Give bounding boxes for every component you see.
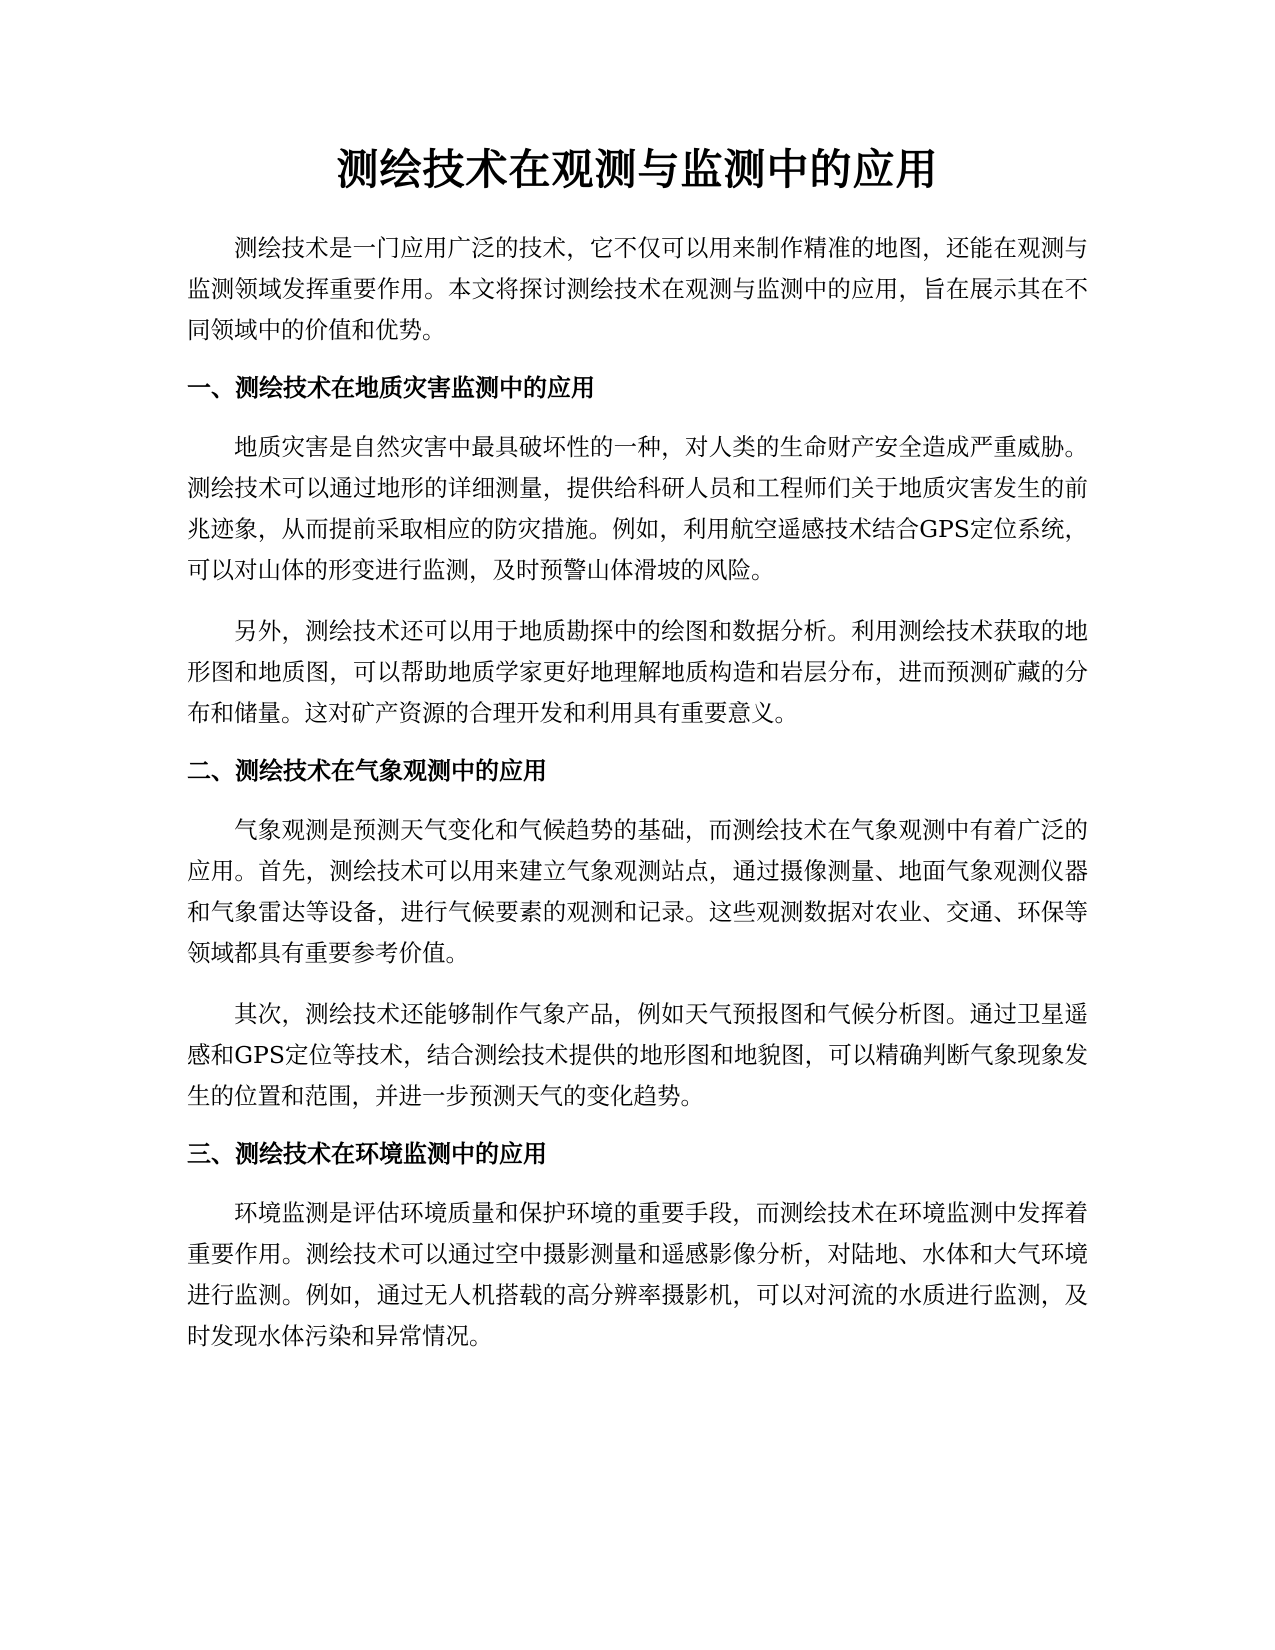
section-heading: 三、测绘技术在环境监测中的应用 [187, 1140, 547, 1168]
section-paragraph: 地质灾害是自然灾害中最具破坏性的一种，对人类的生命财产安全造成严重威胁。测绘技术可以通过地形的详细测量，提供给科研人员和工程师们关于地质灾害发生的前兆迹象，从而提前采取相应的防灾措施。例如，利用航空遥感技术结合GPS定位系统，可以对山体的形变进行监测，及时预警山体滑坡的风险。 [187, 433, 1088, 584]
section-environmental-monitoring [187, 1137, 1088, 1357]
section-geological-hazards [187, 371, 1088, 734]
section-paragraph: 另外，测绘技术还可以用于地质勘探中的绘图和数据分析。利用测绘技术获取的地形图和地质图，可以帮助地质学家更好地理解地质构造和岩层分布，进而预测矿藏的分布和储量。这对矿产资源的合理开发和利用具有重要意义。 [187, 617, 1088, 727]
section-meteorological-observation [187, 754, 1088, 1117]
section-paragraph: 气象观测是预测天气变化和气候趋势的基础，而测绘技术在气象观测中有着广泛的应用。首先，测绘技术可以用来建立气象观测站点，通过摄像测量、地面气象观测仪器和气象雷达等设备，进行气候要素的观测和记录。这些观测数据对农业、交通、环保等领域都具有重要参考价值。 [187, 816, 1088, 967]
document-page [187, 140, 1088, 1377]
intro-paragraph: 测绘技术是一门应用广泛的技术，它不仅可以用来制作精准的地图，还能在观测与监测领域发挥重要作用。本文将探讨测绘技术在观测与监测中的应用，旨在展示其在不同领域中的价值和优势。 [187, 234, 1088, 344]
section-paragraph: 环境监测是评估环境质量和保护环境的重要手段，而测绘技术在环境监测中发挥着重要作用。测绘技术可以通过空中摄影测量和遥感影像分析，对陆地、水体和大气环境进行监测。例如，通过无人机搭载的高分辨率摄影机，可以对河流的水质进行监测，及时发现水体污染和异常情况。 [187, 1199, 1088, 1350]
section-paragraph: 其次，测绘技术还能够制作气象产品，例如天气预报图和气候分析图。通过卫星遥感和GPS定位等技术，结合测绘技术提供的地形图和地貌图，可以精确判断气象现象发生的位置和范围，并进一步预测天气的变化趋势。 [187, 1000, 1088, 1110]
document-title: 测绘技术在观测与监测中的应用 [336, 145, 939, 194]
section-heading: 二、测绘技术在气象观测中的应用 [187, 757, 547, 785]
section-heading: 一、测绘技术在地质灾害监测中的应用 [187, 374, 595, 402]
